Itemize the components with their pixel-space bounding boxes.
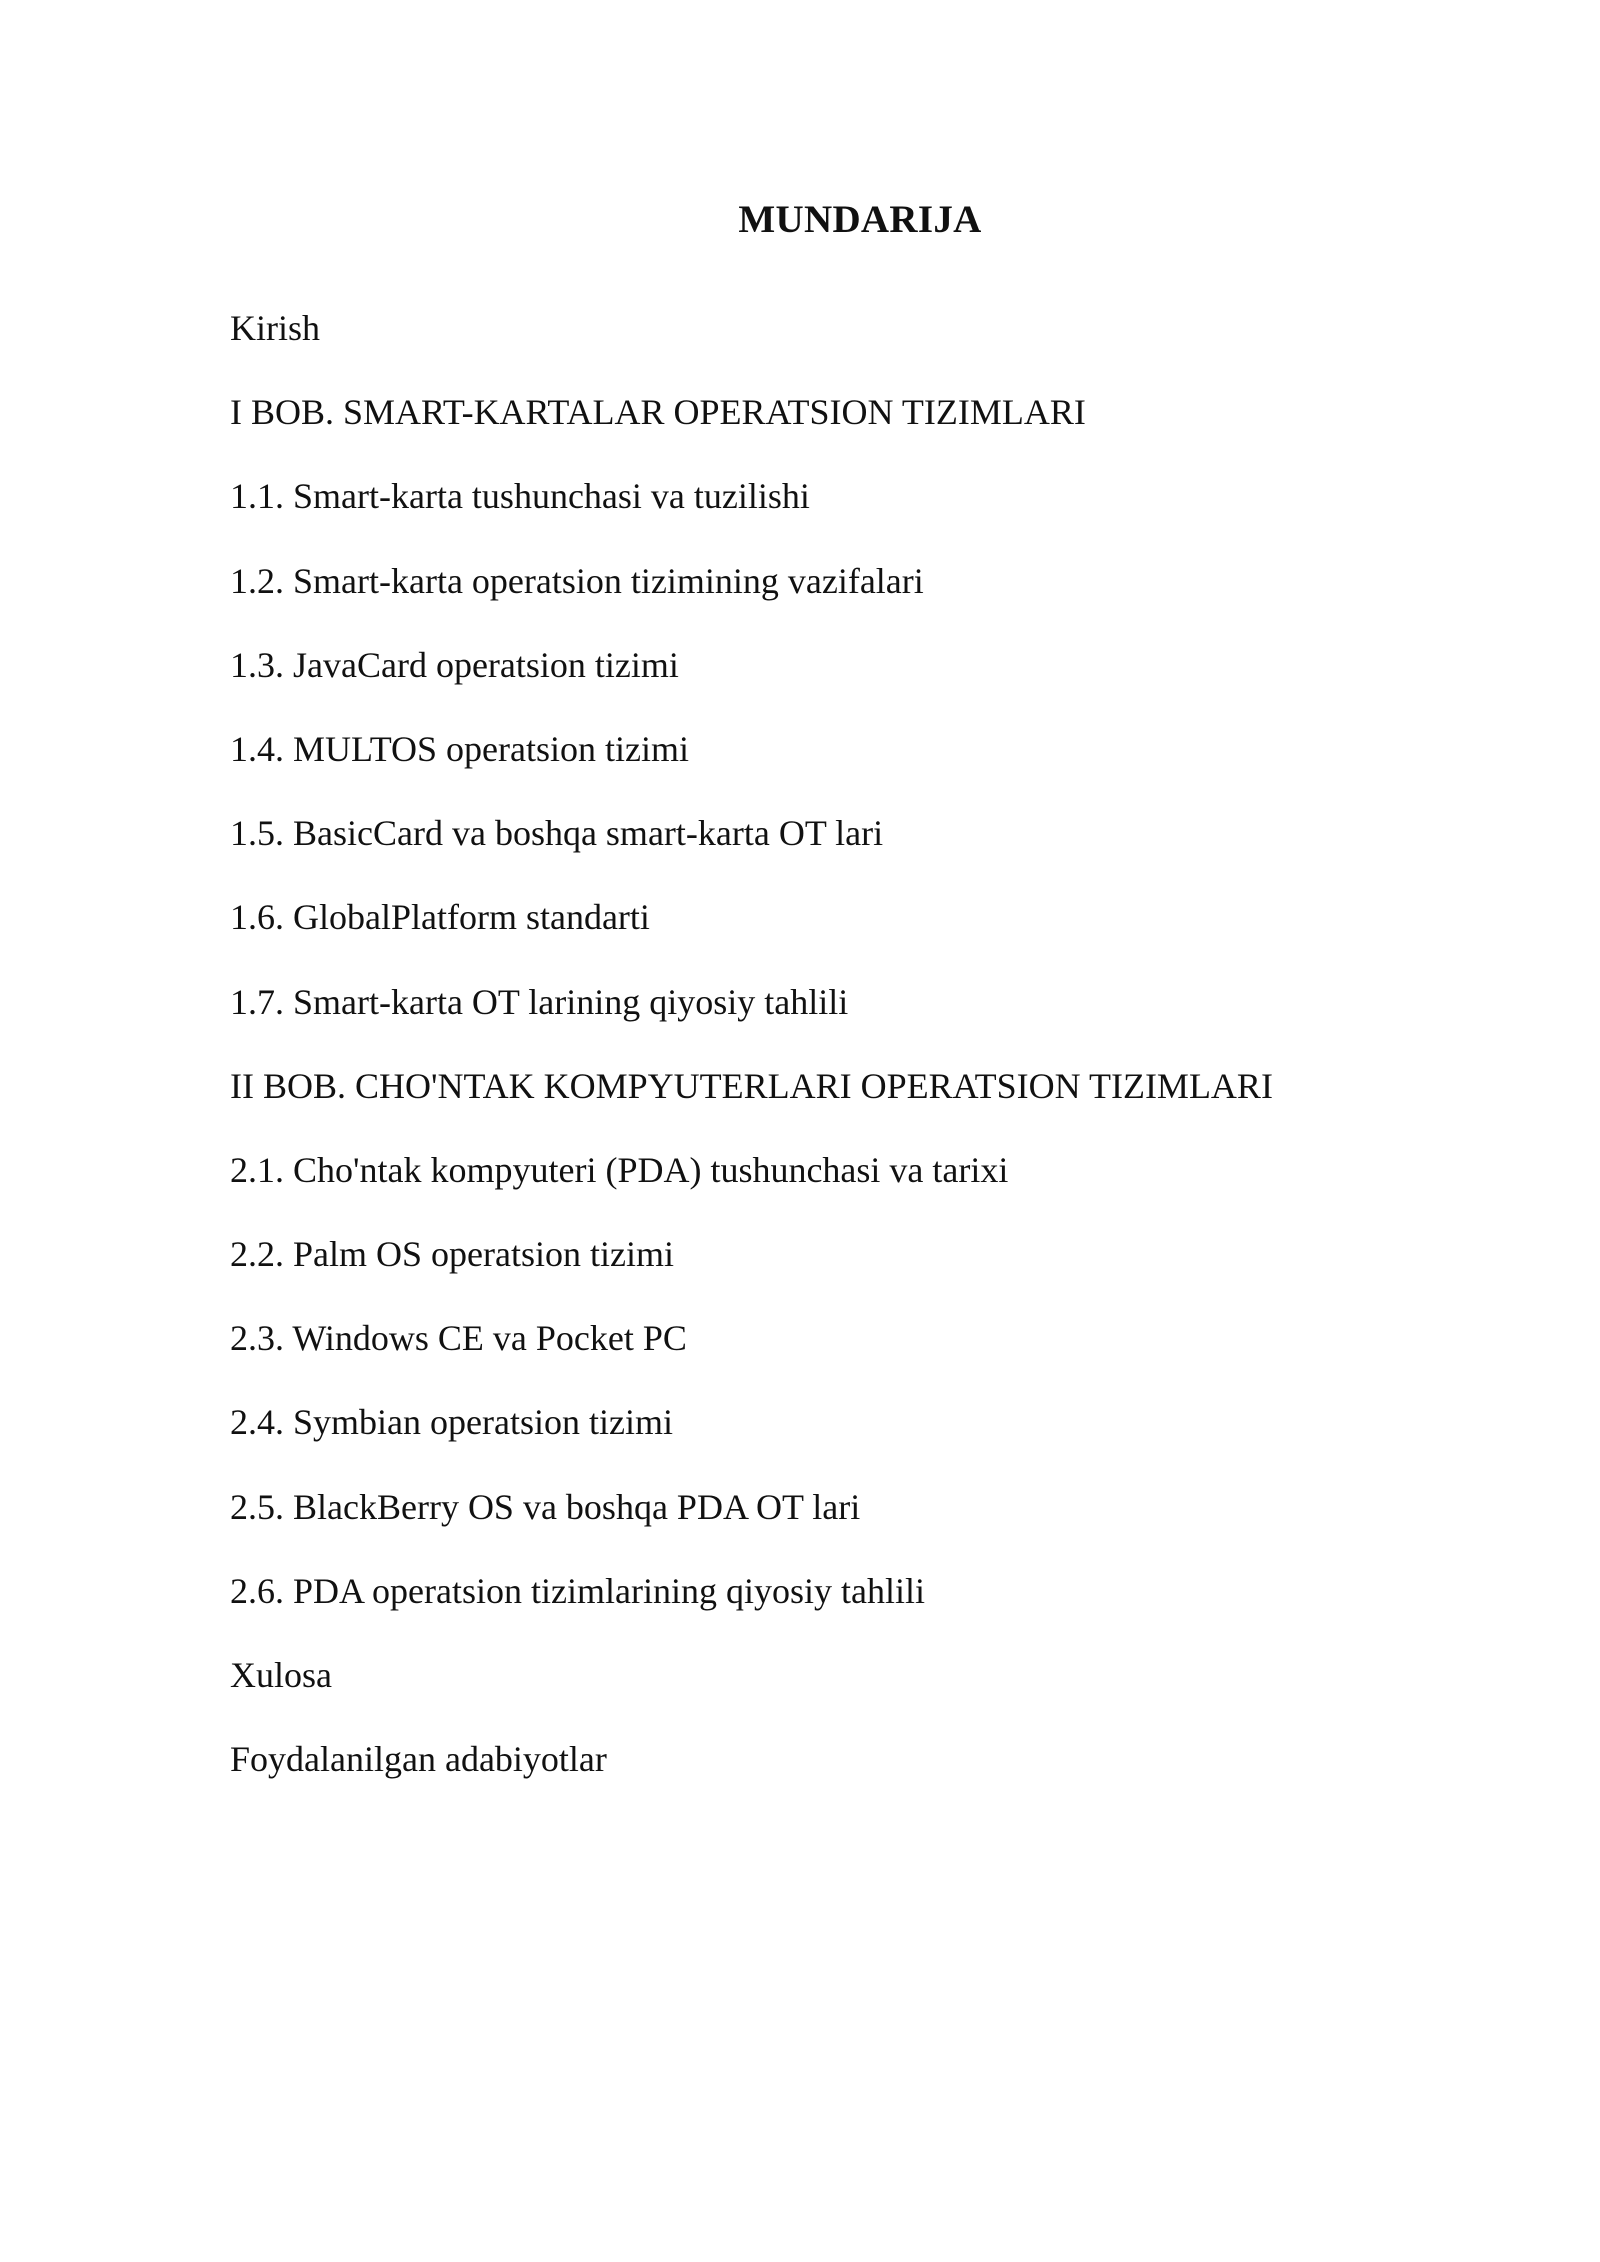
toc-item-section-1-6: 1.6. GlobalPlatform standarti bbox=[230, 897, 650, 938]
toc-item-section-1-3: 1.3. JavaCard operatsion tizimi bbox=[230, 644, 679, 685]
toc-item-introduction: Kirish bbox=[230, 308, 320, 348]
toc-item-section-1-1: 1.1. Smart-karta tushunchasi va tuzilishi bbox=[230, 476, 810, 517]
toc-item-section-2-6: 2.6. PDA operatsion tizimlarining qiyosiy tahlili bbox=[230, 1570, 925, 1611]
toc-item-chapter-2: II BOB. CHO'NTAK KOMPYUTERLARI OPERATSION TIZIMLARI bbox=[230, 1065, 1273, 1106]
toc-item-section-2-1: 2.1. Cho'ntak kompyuteri (PDA) tushunchasi va tarixi bbox=[230, 1149, 1009, 1190]
toc-item-section-2-4: 2.4. Symbian operatsion tizimi bbox=[230, 1402, 673, 1443]
toc-item-section-2-3: 2.3. Windows CE va Pocket PC bbox=[230, 1318, 687, 1359]
toc-item-section-2-5: 2.5. BlackBerry OS va boshqa PDA OT lari bbox=[230, 1486, 861, 1527]
toc-item-references: Foydalanilgan adabiyotlar bbox=[230, 1739, 607, 1780]
toc-item-section-1-4: 1.4. MULTOS operatsion tizimi bbox=[230, 728, 689, 769]
page-title: MUNDARIJA bbox=[738, 198, 982, 241]
toc-item-section-1-2: 1.2. Smart-karta operatsion tizimining vazifalari bbox=[230, 560, 924, 601]
toc-item-section-2-2: 2.2. Palm OS operatsion tizimi bbox=[230, 1234, 674, 1275]
toc-item-chapter-1: I BOB. SMART-KARTALAR OPERATSION TIZIMLARI bbox=[230, 392, 1086, 433]
table-of-contents bbox=[230, 302, 1470, 1817]
toc-item-section-1-7: 1.7. Smart-karta OT larining qiyosiy tahlili bbox=[230, 981, 849, 1022]
toc-item-conclusion: Xulosa bbox=[230, 1655, 332, 1695]
toc-item-section-1-5: 1.5. BasicCard va boshqa smart-karta OT lari bbox=[230, 813, 884, 854]
